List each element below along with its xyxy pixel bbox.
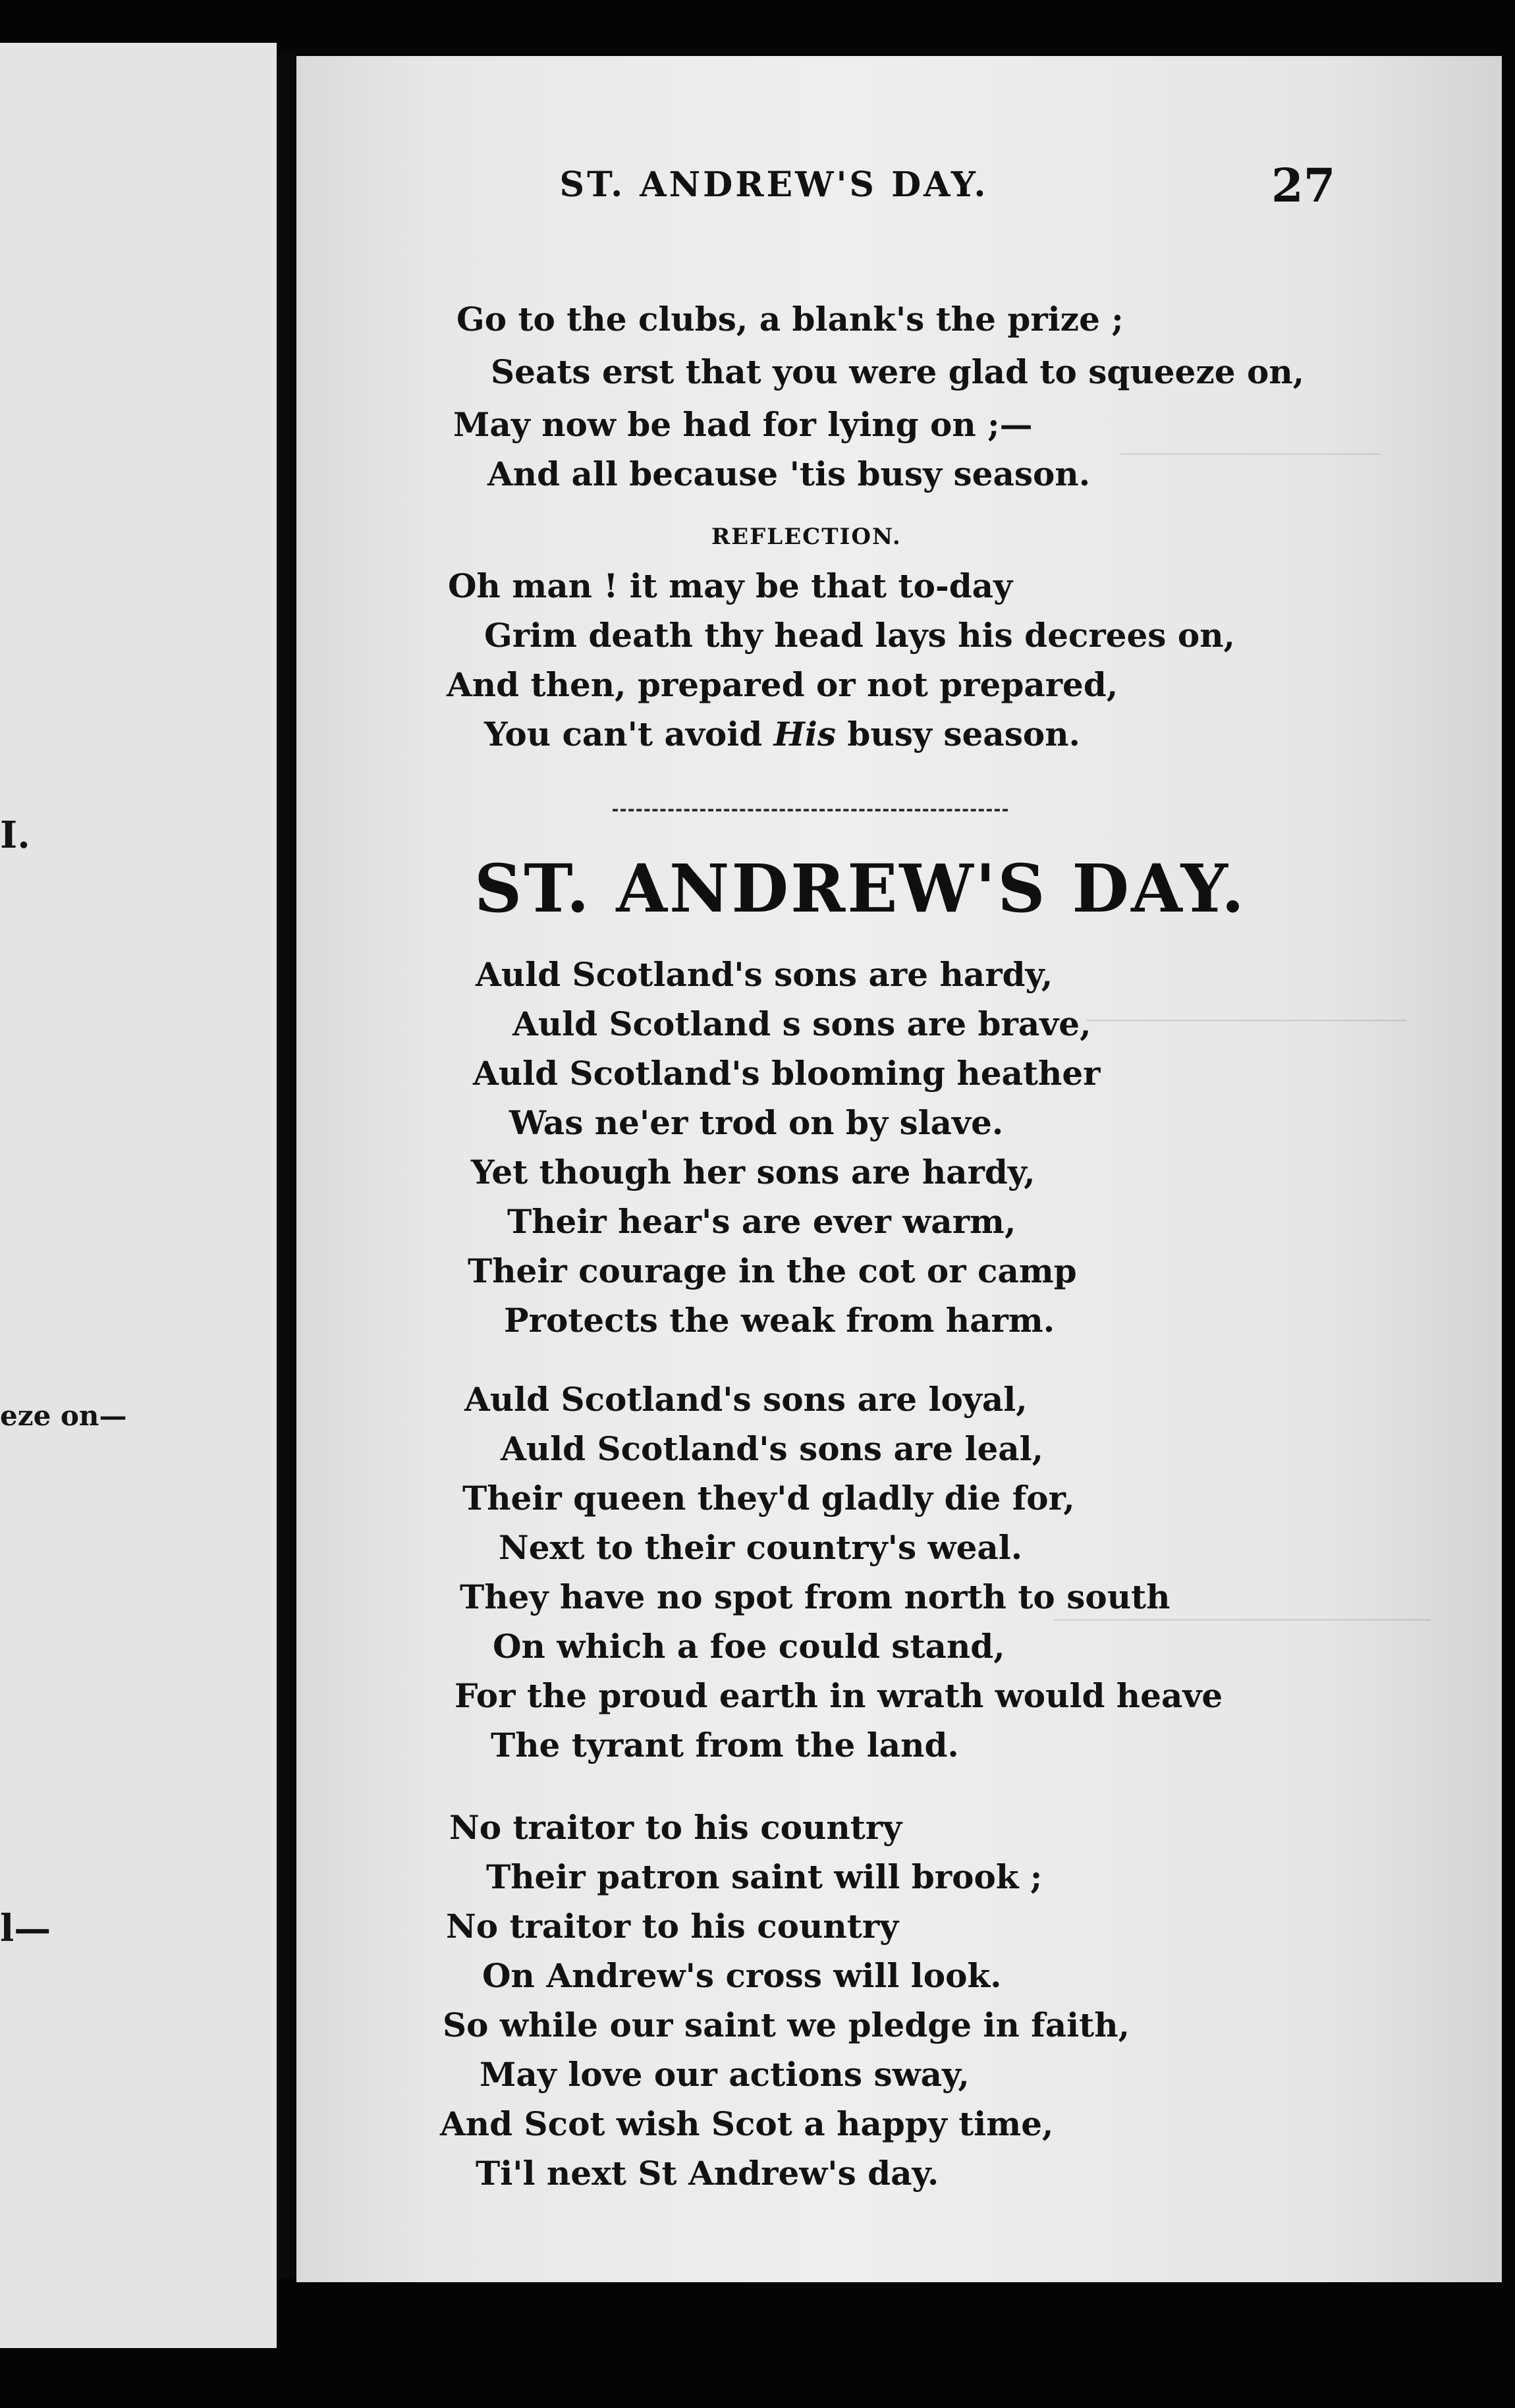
poem-line: On which a foe could stand, (493, 1627, 1005, 1666)
poem-line: Auld Scotland's sons are hardy, (476, 955, 1053, 994)
poem-line: Their patron saint will brook ; (486, 1857, 1043, 1896)
poem-line: Seats erst that you were glad to squeeze on, (491, 352, 1305, 391)
poem-line: May love our actions sway, (480, 2055, 970, 2094)
poem-line: Ti'l next St Andrew's day. (476, 2154, 939, 2193)
poem-line: So while our saint we pledge in faith, (443, 2006, 1130, 2044)
poem-line: Was ne'er trod on by slave. (509, 1103, 1004, 1142)
poem-line: Oh man ! it may be that to-day (448, 566, 1013, 605)
poem-line-final: You can't avoid His busy season. (484, 715, 1080, 753)
poem-line: Their hear's are ever warm, (507, 1202, 1016, 1241)
poem-line: And all because 'tis busy season. (487, 454, 1091, 493)
poem-line: And Scot wish Scot a happy time, (440, 2104, 1054, 2143)
left-page-fragment: eze on— (0, 1400, 127, 1432)
poem-line: Auld Scotland's sons are loyal, (464, 1380, 1028, 1419)
poem-line: Go to the clubs, a blank's the prize ; (456, 300, 1124, 339)
poem-line: For the proud earth in wrath would heave (454, 1676, 1223, 1715)
section-separator (613, 809, 1008, 811)
left-page-fragment: I. (0, 813, 30, 857)
poem-line: And then, prepared or not prepared, (447, 665, 1118, 704)
reflection-heading: REFLECTION. (711, 524, 902, 550)
poem-line: Auld Scotland s sons are brave, (512, 1004, 1091, 1043)
running-title: ST. ANDREW'S DAY. (559, 165, 989, 205)
poem-line: Their queen they'd gladly die for, (462, 1479, 1075, 1518)
poem-line: Protects the weak from harm. (504, 1301, 1055, 1340)
book-spine (277, 53, 296, 2279)
left-page-fragment: l— (0, 1907, 51, 1950)
italic-word: His (773, 715, 837, 753)
poem-line: They have no spot from north to south (460, 1577, 1171, 1616)
poem-line: The tyrant from the land. (491, 1726, 959, 1765)
poem-line: Auld Scotland's sons are leal, (501, 1429, 1044, 1468)
previous-page-edge (0, 43, 277, 2348)
poem-line: Grim death thy head lays his decrees on, (484, 616, 1235, 655)
poem-line: Auld Scotland's blooming heather (473, 1054, 1101, 1093)
poem-line: Their courage in the cot or camp (468, 1251, 1077, 1290)
page-number: 27 (1271, 158, 1336, 213)
poem-line: No traitor to his country (446, 1907, 899, 1946)
poem-line: Next to their country's weal. (499, 1528, 1023, 1567)
poem-line: Yet though her sons are hardy, (471, 1153, 1035, 1191)
poem-title: ST. ANDREW'S DAY. (474, 850, 1246, 927)
poem-line: No traitor to his country (449, 1808, 902, 1847)
poem-line: On Andrew's cross will look. (482, 1956, 1002, 1995)
poem-line: May now be had for lying on ;— (453, 405, 1033, 444)
